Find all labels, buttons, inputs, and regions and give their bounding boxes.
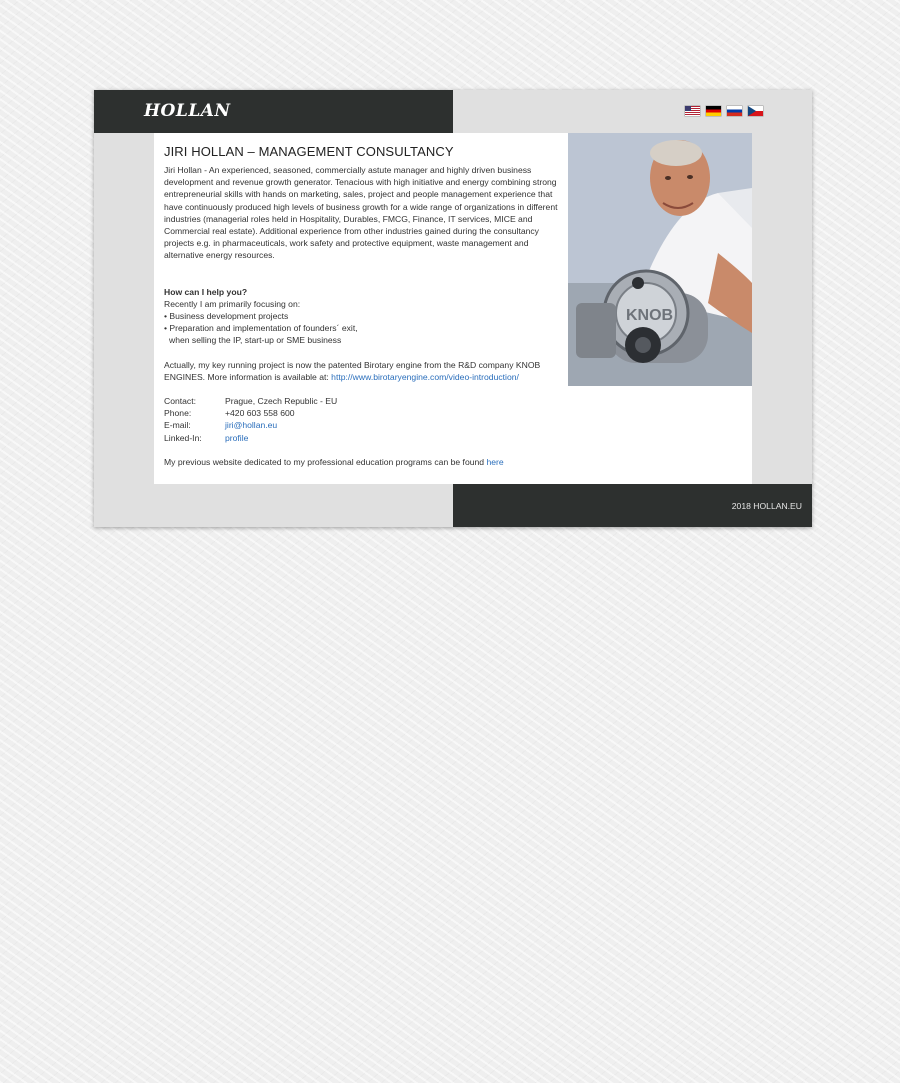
phone-value: +420 603 558 600: [225, 408, 295, 419]
knob-paragraph: [164, 359, 559, 383]
contact-label: Contact:: [164, 396, 197, 407]
footer-bar: [453, 484, 812, 527]
phone-label: Phone:: [164, 408, 192, 419]
contact-row: [164, 395, 559, 407]
contact-block: [164, 395, 559, 444]
linkedin-profile-link[interactable]: profile: [225, 432, 249, 443]
help-heading: How can I help you?: [164, 286, 248, 297]
copyright-text: 2018 HOLLAN.EU: [731, 501, 802, 511]
text-column: [164, 143, 559, 468]
linkedin-row: [164, 432, 559, 444]
intro-paragraph: Jiri Hollan - An experienced, seasoned, commercially astute manager and highly driven business development and revenue growth generator. Tenacious with high initiative and energy combining strong entrepreneurial skills with hands on marketing, sales, project and people management experience that have continuously produced high levels of business growth for a wide range of organizations in different industries (managerial roles held in Hospitality, Durables, FMCG, Finance, IT services, MICE and Commercial real estate). Additional experience from other industries gained during the consultancy projects e.g. in pharmaceuticals, work safety and protective equipment, waste management and alternative energy resources.: [164, 165, 558, 261]
page-title: JIRI HOLLAN – MANAGEMENT CONSULTANCY: [164, 144, 454, 159]
bullet-item: • Business development projects: [164, 311, 289, 322]
czech-flag-icon[interactable]: [748, 106, 763, 116]
email-link[interactable]: jiri@hollan.eu: [225, 420, 278, 431]
bullet-item-continuation: when selling the IP, start-up or SME business: [169, 335, 342, 346]
main-content: [154, 133, 752, 484]
page-frame: [94, 90, 812, 527]
email-label: E-mail:: [164, 420, 191, 431]
portrait-illustration: [568, 133, 752, 386]
birotary-engine-link[interactable]: http://www.birotaryengine.com/video-introduction/: [331, 371, 519, 382]
engine-brand-text: KNOB: [626, 307, 674, 324]
header-bar: [94, 90, 453, 133]
contact-value: Prague, Czech Republic - EU: [225, 396, 338, 407]
portrait-photo: [568, 133, 752, 386]
russian-flag-icon[interactable]: [727, 106, 742, 116]
previous-website-link[interactable]: here: [486, 456, 504, 467]
previous-website-note: [164, 456, 559, 468]
help-lead: Recently I am primarily focusing on:: [164, 298, 301, 309]
language-switcher: [685, 106, 763, 116]
phone-row: [164, 407, 559, 419]
german-flag-icon[interactable]: [706, 106, 721, 116]
bullet-item: • Preparation and implementation of founders´ exit,: [164, 323, 358, 334]
knob-text: Actually, my key running project is now the patented Birotary engine from the R&D company KNOB ENGINES. More information is available at:: [164, 359, 541, 382]
previous-text: My previous website dedicated to my professional education programs can be found: [164, 456, 487, 467]
linkedin-label: Linked-In:: [164, 432, 202, 443]
email-row: [164, 419, 559, 431]
site-logo[interactable]: HOLLAN: [144, 101, 231, 121]
us-flag-icon[interactable]: [685, 106, 700, 116]
